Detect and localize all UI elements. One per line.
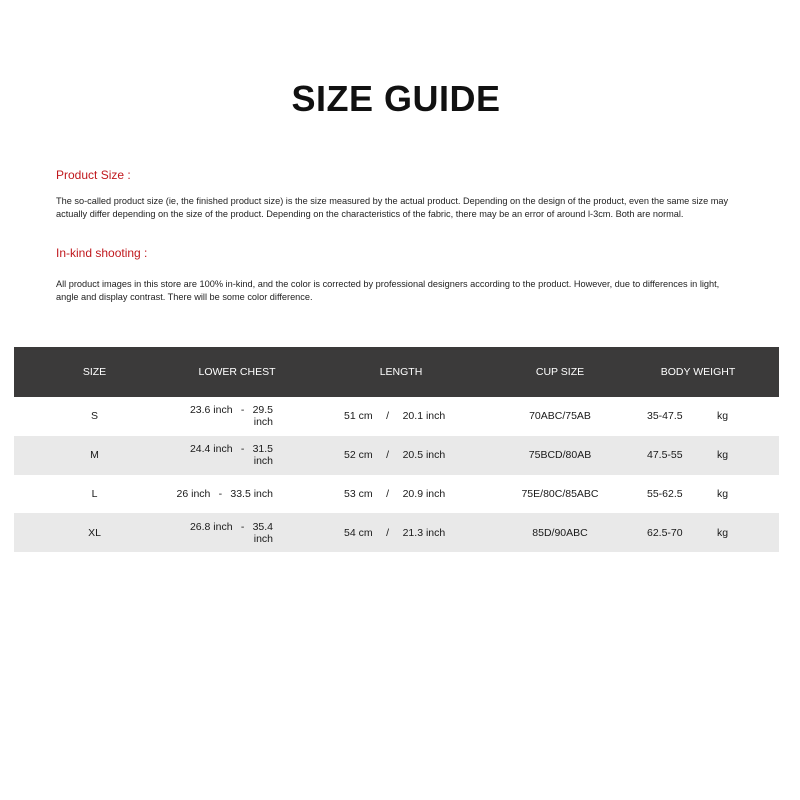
chest-max: 31.5 inch — [252, 443, 273, 468]
chest-separator: - — [240, 443, 245, 456]
length-inch: 20.5 inch — [402, 449, 446, 462]
weight-unit: kg — [717, 526, 729, 539]
size-table — [14, 347, 779, 552]
chest-min: 26 inch — [176, 487, 211, 500]
header-size: SIZE — [82, 366, 107, 378]
in-kind-text: All product images in this store are 100% in-kind, and the color is corrected by professional designers according to the product. However, due to differences in light, angle and display contrast. There will be some color difference. — [56, 279, 720, 302]
size-cell: L — [91, 487, 98, 500]
table-header-row — [14, 347, 779, 397]
length-cell — [299, 436, 503, 475]
chest-max: 33.5 inch — [230, 487, 273, 500]
length-cm: 51 cm — [344, 410, 373, 423]
length-cm: 53 cm — [344, 487, 373, 500]
weight-value: 47.5-55 — [647, 449, 683, 462]
size-cell: M — [90, 449, 99, 462]
cup-size-cell: 75BCD/80AB — [528, 449, 592, 462]
body-weight-cell — [617, 513, 779, 552]
length-cell — [299, 475, 503, 514]
chest-separator: - — [218, 487, 223, 500]
cup-size-cell: 85D/90ABC — [532, 526, 588, 539]
body-weight-cell — [617, 397, 779, 436]
product-size-heading: Product Size : — [56, 168, 131, 182]
chest-separator: - — [240, 404, 245, 417]
length-cell — [299, 513, 503, 552]
cup-size-cell: 70ABC/75AB — [529, 410, 591, 423]
cup-size-cell: 75E/80C/85ABC — [521, 487, 599, 500]
weight-unit: kg — [717, 410, 729, 423]
weight-value: 55-62.5 — [647, 487, 683, 500]
length-separator: / — [386, 487, 390, 500]
length-cm: 52 cm — [344, 449, 373, 462]
table-row — [14, 397, 779, 436]
chest-min: 23.6 inch — [189, 404, 233, 417]
size-cell: XL — [88, 526, 101, 539]
weight-value: 62.5-70 — [647, 526, 683, 539]
length-separator: / — [386, 410, 390, 423]
table-row — [14, 436, 779, 475]
length-cm: 54 cm — [344, 526, 373, 539]
chest-separator: - — [240, 520, 245, 533]
length-separator: / — [386, 449, 390, 462]
header-lower-chest: LOWER CHEST — [198, 366, 276, 378]
page-title: SIZE GUIDE — [291, 78, 501, 119]
length-cell — [299, 397, 503, 436]
lower-chest-cell — [175, 513, 299, 552]
weight-unit: kg — [717, 487, 729, 500]
product-size-text: The so-called product size (ie, the finished product size) is the size measured by the actual product. Depending on the design of the product, even the same size may actually differ depending on the size of the product. Depending on the characteristics of the fabric, there may be an error of around l-3cm. Both are normal. — [56, 196, 729, 219]
header-body-weight: BODY WEIGHT — [660, 366, 736, 378]
chest-min: 24.4 inch — [189, 443, 233, 456]
length-inch: 21.3 inch — [402, 526, 446, 539]
weight-unit: kg — [717, 449, 729, 462]
weight-value: 35-47.5 — [647, 410, 683, 423]
length-inch: 20.9 inch — [402, 487, 446, 500]
header-cup-size: CUP SIZE — [535, 366, 585, 378]
chest-min: 26.8 inch — [189, 520, 233, 533]
table-row — [14, 475, 779, 514]
in-kind-heading: In-kind shooting : — [56, 246, 148, 260]
chest-max: 29.5 inch — [252, 404, 273, 429]
size-cell: S — [90, 410, 98, 423]
header-length: LENGTH — [379, 366, 423, 378]
chest-max: 35.4 inch — [252, 520, 273, 545]
lower-chest-cell — [175, 436, 299, 475]
lower-chest-cell — [175, 397, 299, 436]
lower-chest-cell — [175, 475, 299, 514]
body-weight-cell — [617, 475, 779, 514]
body-weight-cell — [617, 436, 779, 475]
length-inch: 20.1 inch — [402, 410, 446, 423]
table-row — [14, 513, 779, 552]
length-separator: / — [386, 526, 390, 539]
